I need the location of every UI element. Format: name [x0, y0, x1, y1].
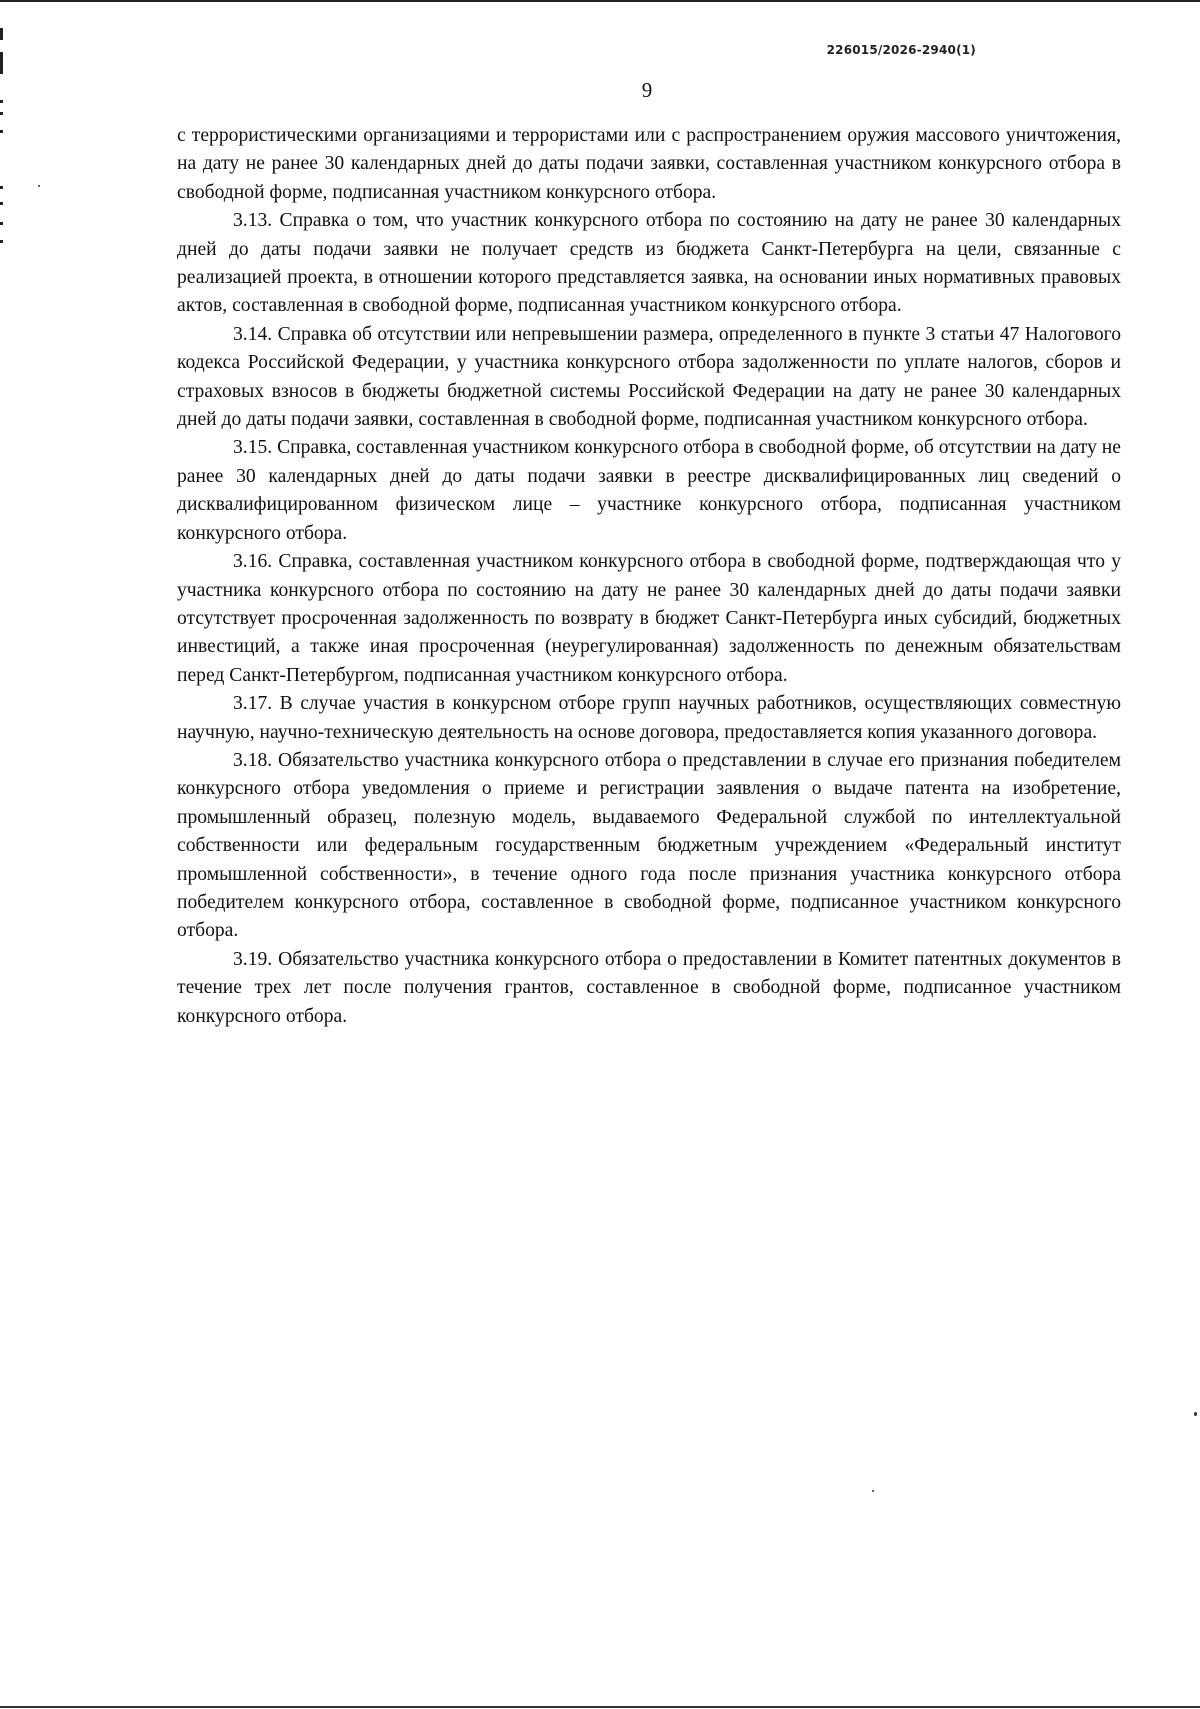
scan-margin-mark [0, 186, 3, 189]
scan-top-edge [0, 0, 1200, 2]
paragraph-3-18: 3.18. Обязательство участника конкурсного отбора о представлении в случае его признания победителем конкурсного отбора уведомления о приеме и регистрации заявления о выдаче патента на изобретение, промышленный образец, полезную модель, выдаваемого Федеральной службой по интеллектуальной собственности или федеральным государственным бюджетным учреждением «Федеральный институт промышленной собственности», в течение одного года после признания участника конкурсного отбора победителем конкурсного отбора, составленное в свободной форме, подписанное участником конкурсного отбора. [177, 749, 1121, 942]
scan-margin-mark [0, 112, 3, 115]
paragraph-3-19: 3.19. Обязательство участника конкурсного отбора о предоставлении в Комитет патентных документов в течение трех лет после получения грантов, составленное в свободной форме, подписанное участником конкурсного отбора. [177, 948, 1121, 1027]
document-body [177, 122, 1121, 1031]
paragraph-3-16: 3.16. Справка, составленная участником конкурсного отбора в свободной форме, подтверждающая что у участника конкурсного отбора по состоянию на дату не ранее 30 календарных дней до даты подачи заявки отсутствует просроченная задолженность по возврату в бюджет Санкт-Петербурга иных субсидий, бюджетных инвестиций, а также иная просроченная (неурегулированная) задолженность по денежным обязательствам перед Санкт-Петербургом, подписанная участником конкурсного отбора. [177, 551, 1121, 686]
scan-speck [872, 1490, 874, 1492]
scan-speck [1194, 1412, 1197, 1416]
paragraph-3-17: 3.17. В случае участия в конкурсном отборе групп научных работников, осуществляющих совместную научную, научно-техническую деятельность на основе договора, предоставляется копия указанного договора. [177, 693, 1121, 743]
document-registration-number: 226015/2026-2940(1) [826, 43, 976, 57]
scan-margin-mark [0, 240, 3, 243]
paragraph-3-15: 3.15. Справка, составленная участником конкурсного отбора в свободной форме, об отсутствии на дату не ранее 30 календарных дней до даты подачи заявки в реестре дисквалифицированных лиц сведений о дисквалифицированном физическом лице – участнике конкурсного отбора, подписанная участником конкурсного отбора. [177, 437, 1121, 544]
paragraph-continuation: с террористическими организациями и террористами или с распространением оружия массового уничтожения, на дату не ранее 30 календарных дней до даты подачи заявки, составленная участником конкурсного отбора в свободной форме, подписанная участником конкурсного отбора. [177, 125, 1121, 203]
scan-margin-mark [0, 28, 3, 40]
scan-margin-mark [0, 222, 3, 225]
scan-margin-mark [0, 202, 3, 205]
paragraph-3-14: 3.14. Справка об отсутствии или непревышении размера, определенного в пункте 3 статьи 47 Налогового кодекса Российской Федерации, у участника конкурсного отбора задолженности по уплате налогов, сборов и страховых взносов в бюджеты бюджетной системы Российской Федерации на дату не ранее 30 календарных дней до даты подачи заявки, составленная в свободной форме, подписанная участником конкурсного отбора. [177, 323, 1121, 431]
scan-speck [38, 185, 40, 187]
scan-bottom-edge [0, 1706, 1200, 1708]
page-number: 9 [641, 78, 653, 102]
paragraph-3-13: 3.13. Справка о том, что участник конкурсного отбора по состоянию на дату не ранее 30 календарных дней до даты подачи заявки не получает средств из бюджета Санкт-Петербурга на цели, связанные с реализацией проекта, в отношении которого представляется заявка, на основании иных нормативных правовых актов, составленная в свободной форме, подписанная участником конкурсного отбора. [177, 210, 1121, 317]
scan-margin-mark [0, 52, 3, 74]
scan-margin-mark [0, 130, 3, 133]
